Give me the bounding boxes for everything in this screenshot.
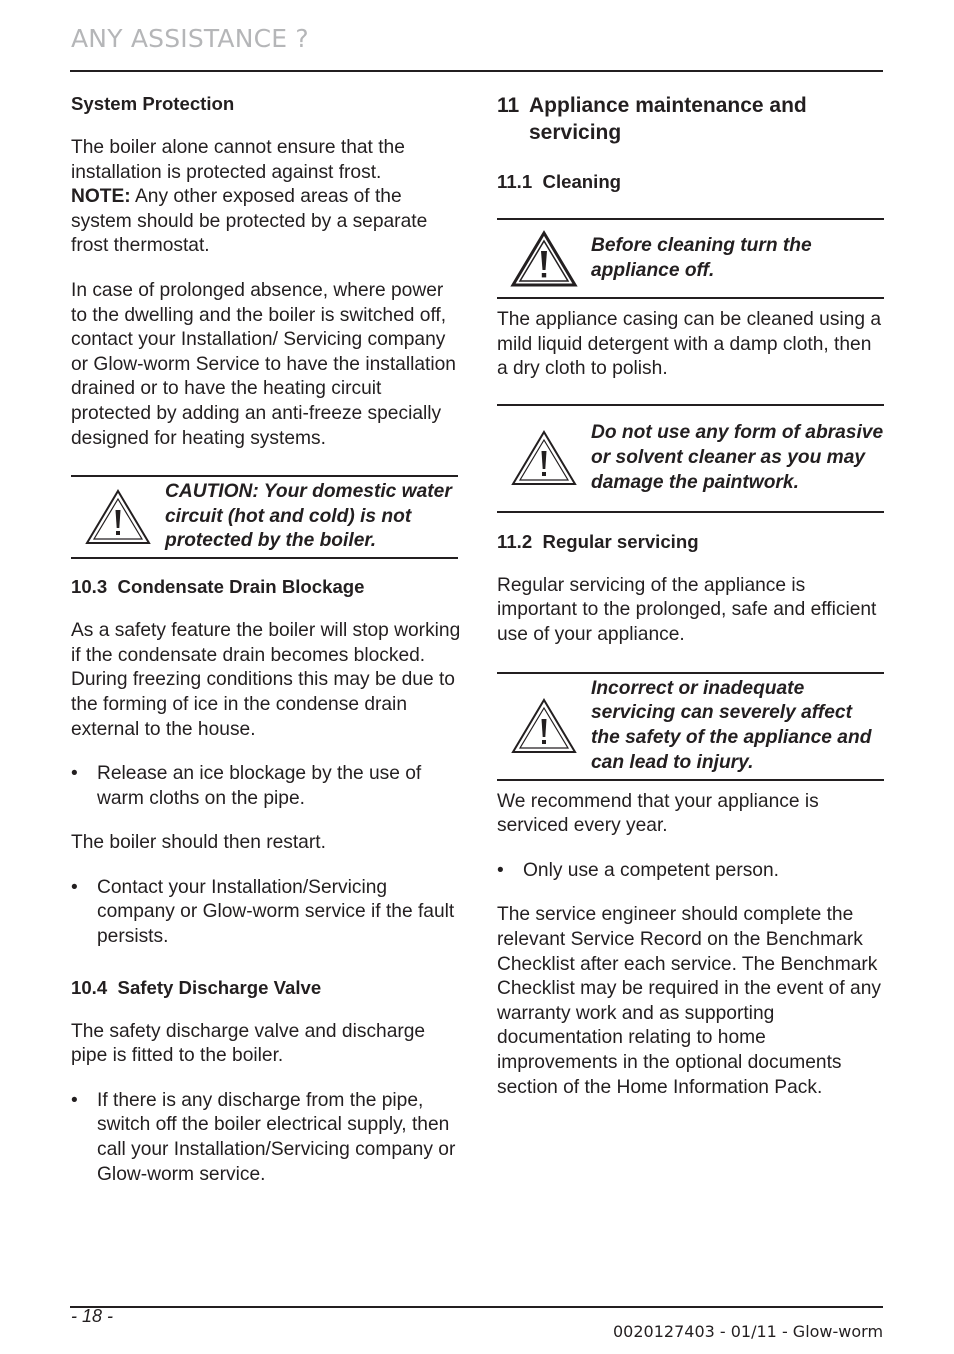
page-number: - 18 - [71, 1306, 114, 1326]
left-column [71, 92, 461, 1187]
warning-triangle-icon [497, 697, 591, 755]
list-item: • Only use a competent person. [497, 859, 779, 881]
paragraph: The appliance casing can be cleaned using a mild liquid detergent with a damp cloth, then a dry cloth to polish. [497, 309, 882, 380]
heading-section-11: 11 Appliance maintenance and servicing [497, 94, 807, 144]
paragraph: We recommend that your appliance is serviced every year. [497, 790, 819, 837]
list-item: • Contact your Installation/Servicing company or Glow-worm service if the fault persists. [71, 876, 455, 948]
list-item: • Release an ice blockage by the use of warm cloths on the pipe. [71, 763, 422, 809]
warning-text: Do not use any form of abrasive or solvent cleaner as you may damage the paintwork. [591, 422, 884, 493]
warning-triangle-icon [497, 429, 591, 487]
header-rule [70, 70, 883, 72]
warning-box [497, 404, 884, 513]
warning-triangle-icon [497, 230, 591, 288]
list-item: • If there is any discharge from the pipe, switch off the boiler electrical supply, then call your Installation/Servicing company or Glow-worm service. [71, 1089, 456, 1185]
paragraph: In case of prolonged absence, where power to the dwelling and the boiler is switched off, contact your Installation/ Servicing company or Glow-worm Service to have the installation drained or to have the heating circuit protected by adding an anti-freeze specially designed for heating systems. [71, 279, 456, 449]
paragraph: The service engineer should complete the relevant Service Record on the Benchmark Checklist after each service. The Benchmark Checklist may be required in the event of any warranty work and as supporting documentation relating to home improvements in the optional documents section of the Home Information Pack. [497, 904, 881, 1098]
caution-text: CAUTION: Your domestic water circuit (hot and cold) is not protected by the boiler. [165, 481, 452, 552]
paragraph: Regular servicing of the appliance is important to the prolonged, safe and efficient use of your appliance. [497, 574, 877, 645]
paragraph: The safety discharge valve and discharge pipe is fitted to the boiler. [71, 1020, 426, 1067]
heading-regular-servicing: 11.2 Regular servicing [497, 530, 699, 552]
warning-box [497, 218, 884, 299]
heading-condensate: 10.3 Condensate Drain Blockage [71, 576, 365, 598]
heading-system-protection: System Protection [71, 93, 235, 114]
warning-text: Incorrect or inadequate servicing can severely affect the safety of the appliance and can lead to injury. [591, 677, 872, 773]
caution-box [71, 475, 458, 559]
warning-triangle-icon [71, 488, 165, 546]
heading-cleaning: 11.1 Cleaning [497, 171, 622, 192]
warning-text: Before cleaning turn the appliance off. [591, 234, 812, 281]
footer-rule [70, 1306, 883, 1308]
paragraph: As a safety feature the boiler will stop working if the condensate drain becomes blocked. During freezing conditions this may be due to the forming of ice in the condense drain external to the house. [71, 620, 461, 740]
warning-box [497, 672, 884, 781]
right-column [497, 92, 887, 1100]
paragraph: The boiler alone cannot ensure that the installation is protected against frost. NOTE: Any other exposed areas of the system should be protected by a separate frost thermostat. [71, 137, 428, 257]
paragraph: The boiler should then restart. [71, 832, 326, 854]
heading-discharge: 10.4 Safety Discharge Valve [71, 976, 322, 998]
document-reference: 0020127403 - 01/11 - Glow-worm [613, 1322, 884, 1341]
page-title: ANY ASSISTANCE ? [71, 24, 309, 53]
